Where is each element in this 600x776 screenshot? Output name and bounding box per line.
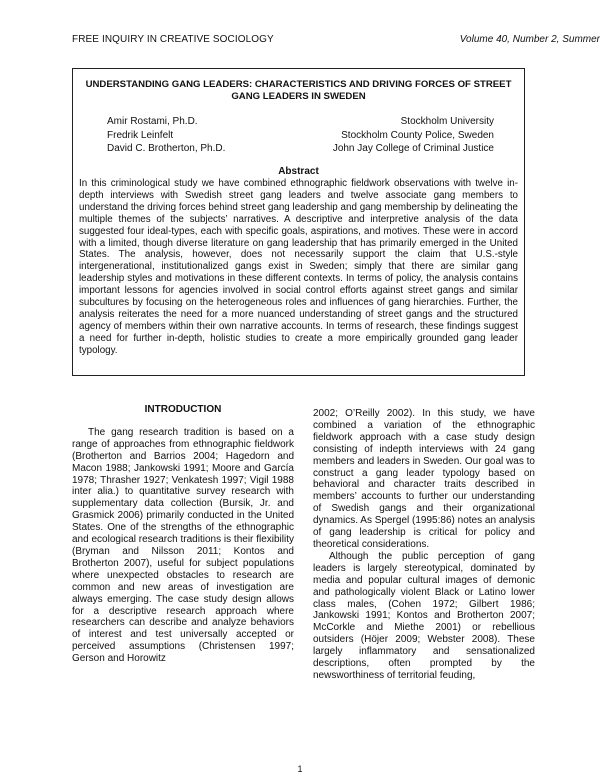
left-column bbox=[72, 404, 294, 665]
author-name: Amir Rostami, Ph.D. bbox=[107, 116, 198, 127]
abstract-heading: Abstract bbox=[278, 166, 319, 177]
article-title: UNDERSTANDING GANG LEADERS: CHARACTERISTICS AND DRIVING FORCES OF STREET GANG LEADERS IN SWEDEN bbox=[85, 79, 512, 102]
abstract-box bbox=[72, 68, 525, 376]
body-paragraph: Although the public perception of gang leaders is largely stereotypical, dominated by media and popular cultural images of demonic and pathologically violent Black or Latino lower class males, (Cohen 1972; Gilbert 1986; Jankowski 1991; Kontos and Brotherton 2007; McCorkle and Miethe 2001) or rebellious outsiders (Höjer 2009; Webster 2008). These largely inflammatory and sensationalized descriptions, often prompted by the newsworthiness of territorial feuding, bbox=[313, 550, 535, 681]
abstract-text: In this criminological study we have combined ethnographic fieldwork observations with twelve in-depth interviews with Swedish street gang leaders and twelve associate gang members to understand the driving forces behind street gang leadership and gang membership by delineating the multiple themes of the subjects’ narratives. A descriptive and interpretive analysis of the data suggested four ideal-types, each with specific goals, aspirations, and motives. These were in accord with a limited, though diverse literature on gang leadership that has primarily emerged in the United States. The analysis, however, does not necessarily support the claim that U.S.-style intergenerational, institutionalized gangs exist in Sweden; simply that there are similar gang leadership styles and motivations in these different contexts. In terms of policy, the analysis contains important lessons for agencies involved in social control efforts against street gangs and similar subcultures by focusing on the heterogeneous roles and influences of gang hierarchies. Further, the analysis reiterates the need for a more nuanced understanding of street gangs and the structured agency of members within their own narrative accounts. In terms of research, these findings suggest a need for further in-depth, holistic studies to create a more empirically grounded gang leader typology. bbox=[79, 178, 518, 356]
issue-info: Volume 40, Number 2, Summer bbox=[459, 34, 600, 45]
author-affiliation: John Jay College of Criminal Justice bbox=[332, 143, 494, 154]
right-column bbox=[313, 408, 535, 682]
author-name: Fredrik Leinfelt bbox=[107, 129, 174, 141]
author-name: David C. Brotherton, Ph.D. bbox=[107, 143, 226, 154]
body-paragraph: 2002; O’Reilly 2002). In this study, we have combined a variation of the ethnographic fieldwork approach with a case study design consisting of indepth interviews with 24 gang members and leaders in Sweden. Our goal was to construct a gang leader typology based on behavioral and character traits described in members’ accounts to further our understanding of Swedish gangs and their organizational dynamics. As Spergel (1995:86) notes an analysis of gang leadership is critical for policy and theoretical considerations. bbox=[313, 408, 535, 550]
author-affiliation: Stockholm University bbox=[400, 116, 494, 127]
author-affiliation: Stockholm County Police, Sweden bbox=[341, 129, 494, 141]
author-affiliations bbox=[333, 115, 494, 156]
journal-name: FREE INQUIRY IN CREATIVE SOCIOLOGY bbox=[72, 34, 274, 45]
page-number: 1 bbox=[297, 764, 303, 774]
introduction-heading: INTRODUCTION bbox=[144, 404, 222, 415]
author-names bbox=[107, 115, 225, 156]
body-paragraph: The gang research tradition is based on a range of approaches from ethnographic fieldwork (Brotherton and Barrios 2004; Hagedorn and Macon 1988; Jankowski 1991; Moore and García 1978; Thrasher 1927; Venkatesh 1997; Vigil 1988 inter alia.) to quantitative survey research with supplementary data collection (Bursik, Jr. and Grasmick 2006) primarily conducted in the United States. One of the strengths of the ethnographic and ecological research traditions is their flexibility (Bryman and Nilsson 2011; Kontos and Brotherton 2007), useful for subject populations where unexpected obstacles to research are common and new areas of investigation are always emerging. The case study design allows for a descriptive research approach where researchers can describe and analyze behaviors of interest and test universally accepted or perceived assumptions (Christensen 1997; Gerson and Horowitz bbox=[72, 426, 294, 665]
